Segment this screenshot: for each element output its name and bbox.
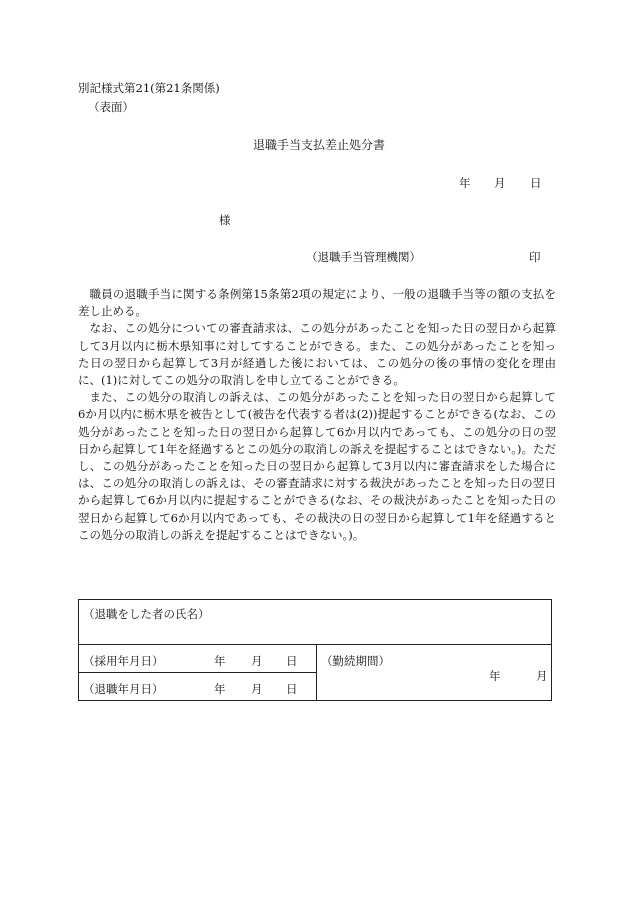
issuer-label: （退職手当管理機関） — [306, 250, 421, 264]
form-number: 別記様式第21(第21条関係) — [78, 81, 220, 95]
employee-info-table — [78, 599, 552, 701]
retiree-name-label: （退職をした者の氏名） — [83, 607, 210, 621]
addressee-suffix: 様 — [219, 213, 231, 227]
retire-date-year: 年 — [214, 682, 226, 696]
service-period-year: 年 — [489, 669, 501, 683]
date-month: 月 — [494, 176, 506, 190]
paragraph-suspension: 職員の退職手当に関する条例第15条第2項の規定により、一般の退職手当等の額の支払を差し止める。 — [78, 287, 556, 319]
paragraph-lawsuit: また、この処分の取消しの訴えは、この処分があったことを知った日の翌日から起算して6か月以内に栃木県を被告として(被告を代表する者は(2))提起することができる(なお、この処分があったことを知った日の翌日から起算して6か月以内であっても、この処分の日の翌日から起算して1年を経過するとこの処分の取消しの訴えを提起することはできない。)。ただし、この処分があったことを知った日の翌日から起算して3月以内に審査請求をした場合には、この処分の取消しの訴えは、その審査請求に対する裁決があったことを知った日の翌日から起算して6か月以内に提起することができる(なお、その裁決があったことを知った日の翌日から起算して6か月以内であっても、その裁決の日の翌日から起算して1年を経過するとこの処分の取消しの訴えを提起することはできない。)。 — [78, 390, 556, 542]
hire-date-label: （採用年月日） — [83, 654, 164, 668]
date-year: 年 — [459, 176, 471, 190]
body-text — [78, 286, 556, 544]
form-side-label: （表面） — [88, 100, 134, 114]
hire-date-month: 月 — [251, 654, 263, 668]
seal-mark: 印 — [529, 250, 541, 264]
service-period-label: （勤続期間） — [321, 654, 390, 668]
paragraph-review-request: なお、この処分についての審査請求は、この処分があったことを知った日の翌日から起算して3月以内に栃木県知事に対してすることができる。また、この処分があったことを知った日の翌日から起算して3月が経過した後においては、この処分の後の事情の変化を理由に、(1)に対してこの処分の取消しを申し立てることができる。 — [78, 321, 556, 388]
retire-date-month: 月 — [251, 682, 263, 696]
hire-date-day: 日 — [286, 654, 298, 668]
retire-date-label: （退職年月日） — [83, 682, 164, 696]
hire-date-year: 年 — [214, 654, 226, 668]
document-title: 退職手当支払差止処分書 — [253, 138, 386, 152]
service-period-month: 月 — [536, 669, 548, 683]
table-divider — [79, 672, 316, 673]
retire-date-day: 日 — [286, 682, 298, 696]
date-day: 日 — [530, 176, 542, 190]
table-divider — [79, 644, 551, 645]
table-divider — [316, 644, 317, 700]
